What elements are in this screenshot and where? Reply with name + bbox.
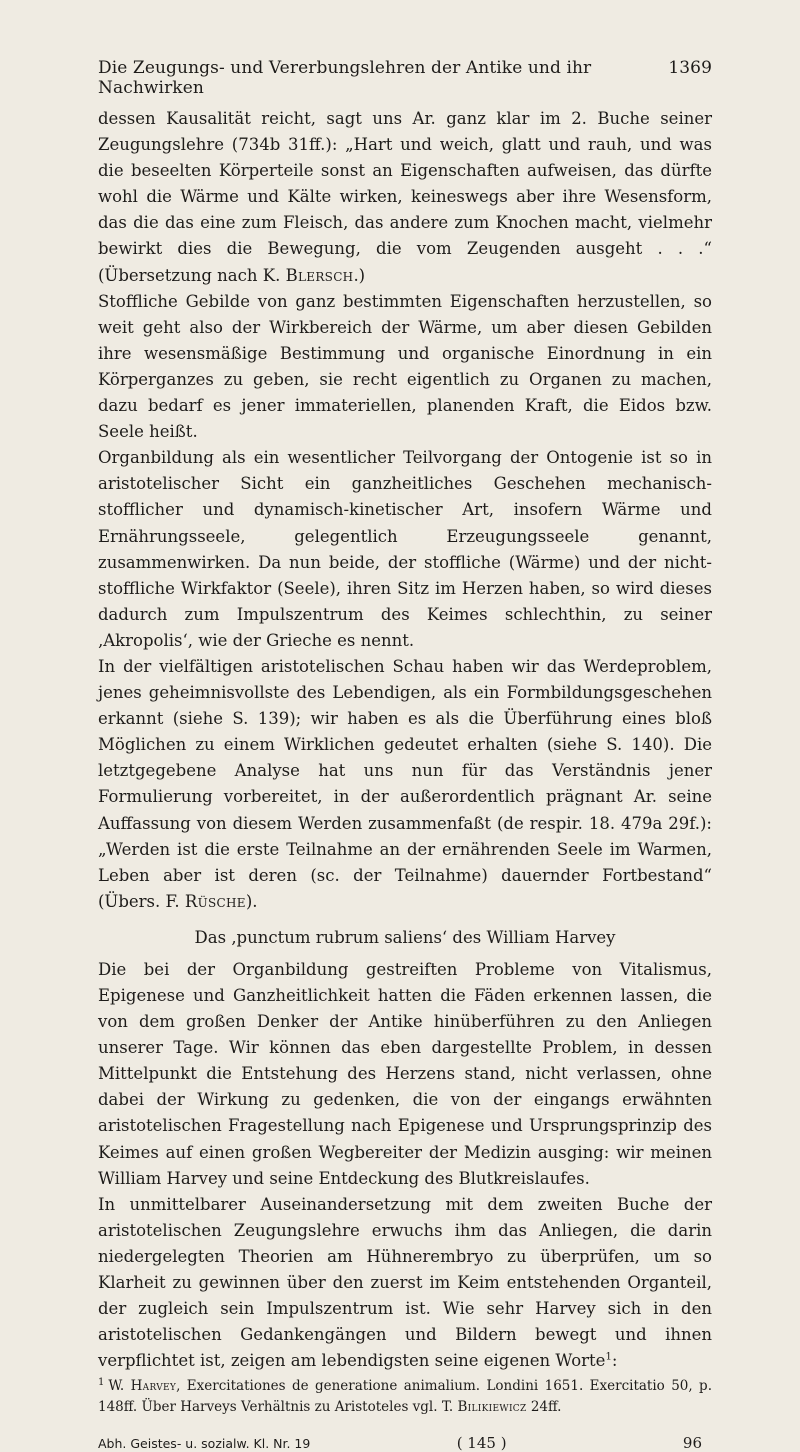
paragraph-4: In der vielfältigen aristotelischen Schau haben wir das Werdeproblem, jenes geheimnisvollste des Lebendigen, als ein Formbildungsgeschehen erkannt (siehe S. 139); wir haben es als die Überführung eines bloß Möglichen zu einem Wirklichen gedeutet erhalten (siehe S. 140). Die letztgegebene Analyse hat uns nun für das Verständnis jener Formulierung vorbereitet, in der außerordentlich prägnant Ar. seine Auffassung von diesem Werden zusammenfaßt (de respir. 18. 479a 29f.): „Werden ist die erste Teilnahme an der ernährenden Seele im Warmen, Leben aber ist deren (sc. der Teilnahme) dauernder Fortbestand“ (Übers. F. Rüsche). [98,656,712,911]
section-heading: Das ‚punctum rubrum saliens‘ des William Harvey [194,927,616,947]
series-label: Abh. Geistes- u. sozialw. Kl. Nr. 19 [98,1436,311,1452]
sheet-signature: 96 [682,1434,702,1452]
document-page [98,58,712,1452]
paragraph-2: Stoffliche Gebilde von ganz bestimmten Eigenschaften herzustellen, so weit geht also der Wirkbereich der Wärme, um aber diesen Gebilden ihre wesensmäßige Bestimmung und organische Einordnung in ein Körperganzes zu geben, sie recht eigentlich zu Organen zu machen, dazu bedarf es jener immateriellen, planenden Kraft, die Eidos bzw. Seele heißt. [98,291,712,442]
author-name: Bilikiewicz [457,1399,527,1416]
paragraph-3: Organbildung als ein wesentlicher Teilvorgang der Ontogenie ist so in aristotelischer Sicht ein ganzheitliches Geschehen mechanisch-stofflicher und dynamisch-kinetischer Art, insofern Wärme und Ernährungsseele, gelegentlich Erzeugungsseele genannt, zusammenwirken. Da nun beide, der stoffliche (Wärme) und der nicht-stoffliche Wirkfaktor (Seele), ihren Sitz im Herzen haben, so wird dieses dadurch zum Impulszentrum des Keimes schlechthin, zu seiner ‚Akropolis‘, wie der Grieche es nennt. [98,448,712,650]
page-footer [98,1434,712,1452]
running-header [98,58,712,98]
body-text [98,106,712,1374]
folio-number: ( 145 ) [456,1434,507,1452]
paragraph-6: In unmittelbarer Auseinandersetzung mit dem zweiten Buche der aristotelischen Zeugungslehre erwuchs ihm das Anliegen, die darin niedergelegten Theorien am Hühnerembryo zu überprüfen, um so Klarheit zu gewinnen über den zuerst im Keim entstehenden Organteil, der zugleich sein Impulszentrum ist. Wie sehr Harvey sich in den aristotelischen Gedankengängen und Bildern bewegt und ihnen verpflichtet ist, zeigen am lebendigsten seine eigenen Worte$^1$: [98,1194,712,1371]
running-title: Die Zeugungs- und Vererbungslehren der Antike und ihr Nachwirken [98,58,592,98]
footnote: $^1$ W. Harvey, Exercitationes de generatione animalium. Londini 1651. Exercitatio 50, p. 148ff. Über Harveys Verhältnis zu Aristoteles vgl. T. Bilikiewicz 24ff. [98,1376,712,1416]
page-number: 1369 [668,58,712,78]
paragraph-1: dessen Kausalität reicht, sagt uns Ar. ganz klar im 2. Buche seiner Zeugungslehre (734b 31ff.): „Hart und weich, glatt und rauh, und was die beseelten Körperteile sonst an Eigenschaften aufweisen, das dürfte wohl die Wärme und Kälte wirken, keineswegs aber ihre Wesensform, das die das eine zum Fleisch, das andere zum Knochen macht, vielmehr bewirkt dies die Bewegung, die vom Zeugenden ausgeht . . .“ (Übersetzung nach K. Blersch.) [98,109,712,285]
author-name: Blersch [285,265,354,285]
author-name: Rüsche [184,891,246,911]
footnote-mark: 1 [98,1376,105,1388]
paragraph-5: Die bei der Organbildung gestreiften Probleme von Vitalismus, Epigenese und Ganzheitlichkeit hatten die Fäden erkennen lassen, die von dem großen Denker der Antike hinüberführen zu den Anliegen unserer Tage. Wir können das eben dargestellte Problem, in dessen Mittelpunkt die Entstehung des Herzens stand, nicht verlassen, ohne dabei der Wirkung zu gedenken, die von der eingangs erwähnten aristotelischen Fragestellung nach Epigenese und Ursprungsprinzip des Keimes auf einen großen Wegbereiter der Medizin ausging: wir meinen William Harvey und seine Entdeckung des Blutkreislaufes. [98,959,712,1188]
author-name: Harvey [130,1378,177,1395]
footnote-reference[interactable]: 1 [605,1351,612,1363]
